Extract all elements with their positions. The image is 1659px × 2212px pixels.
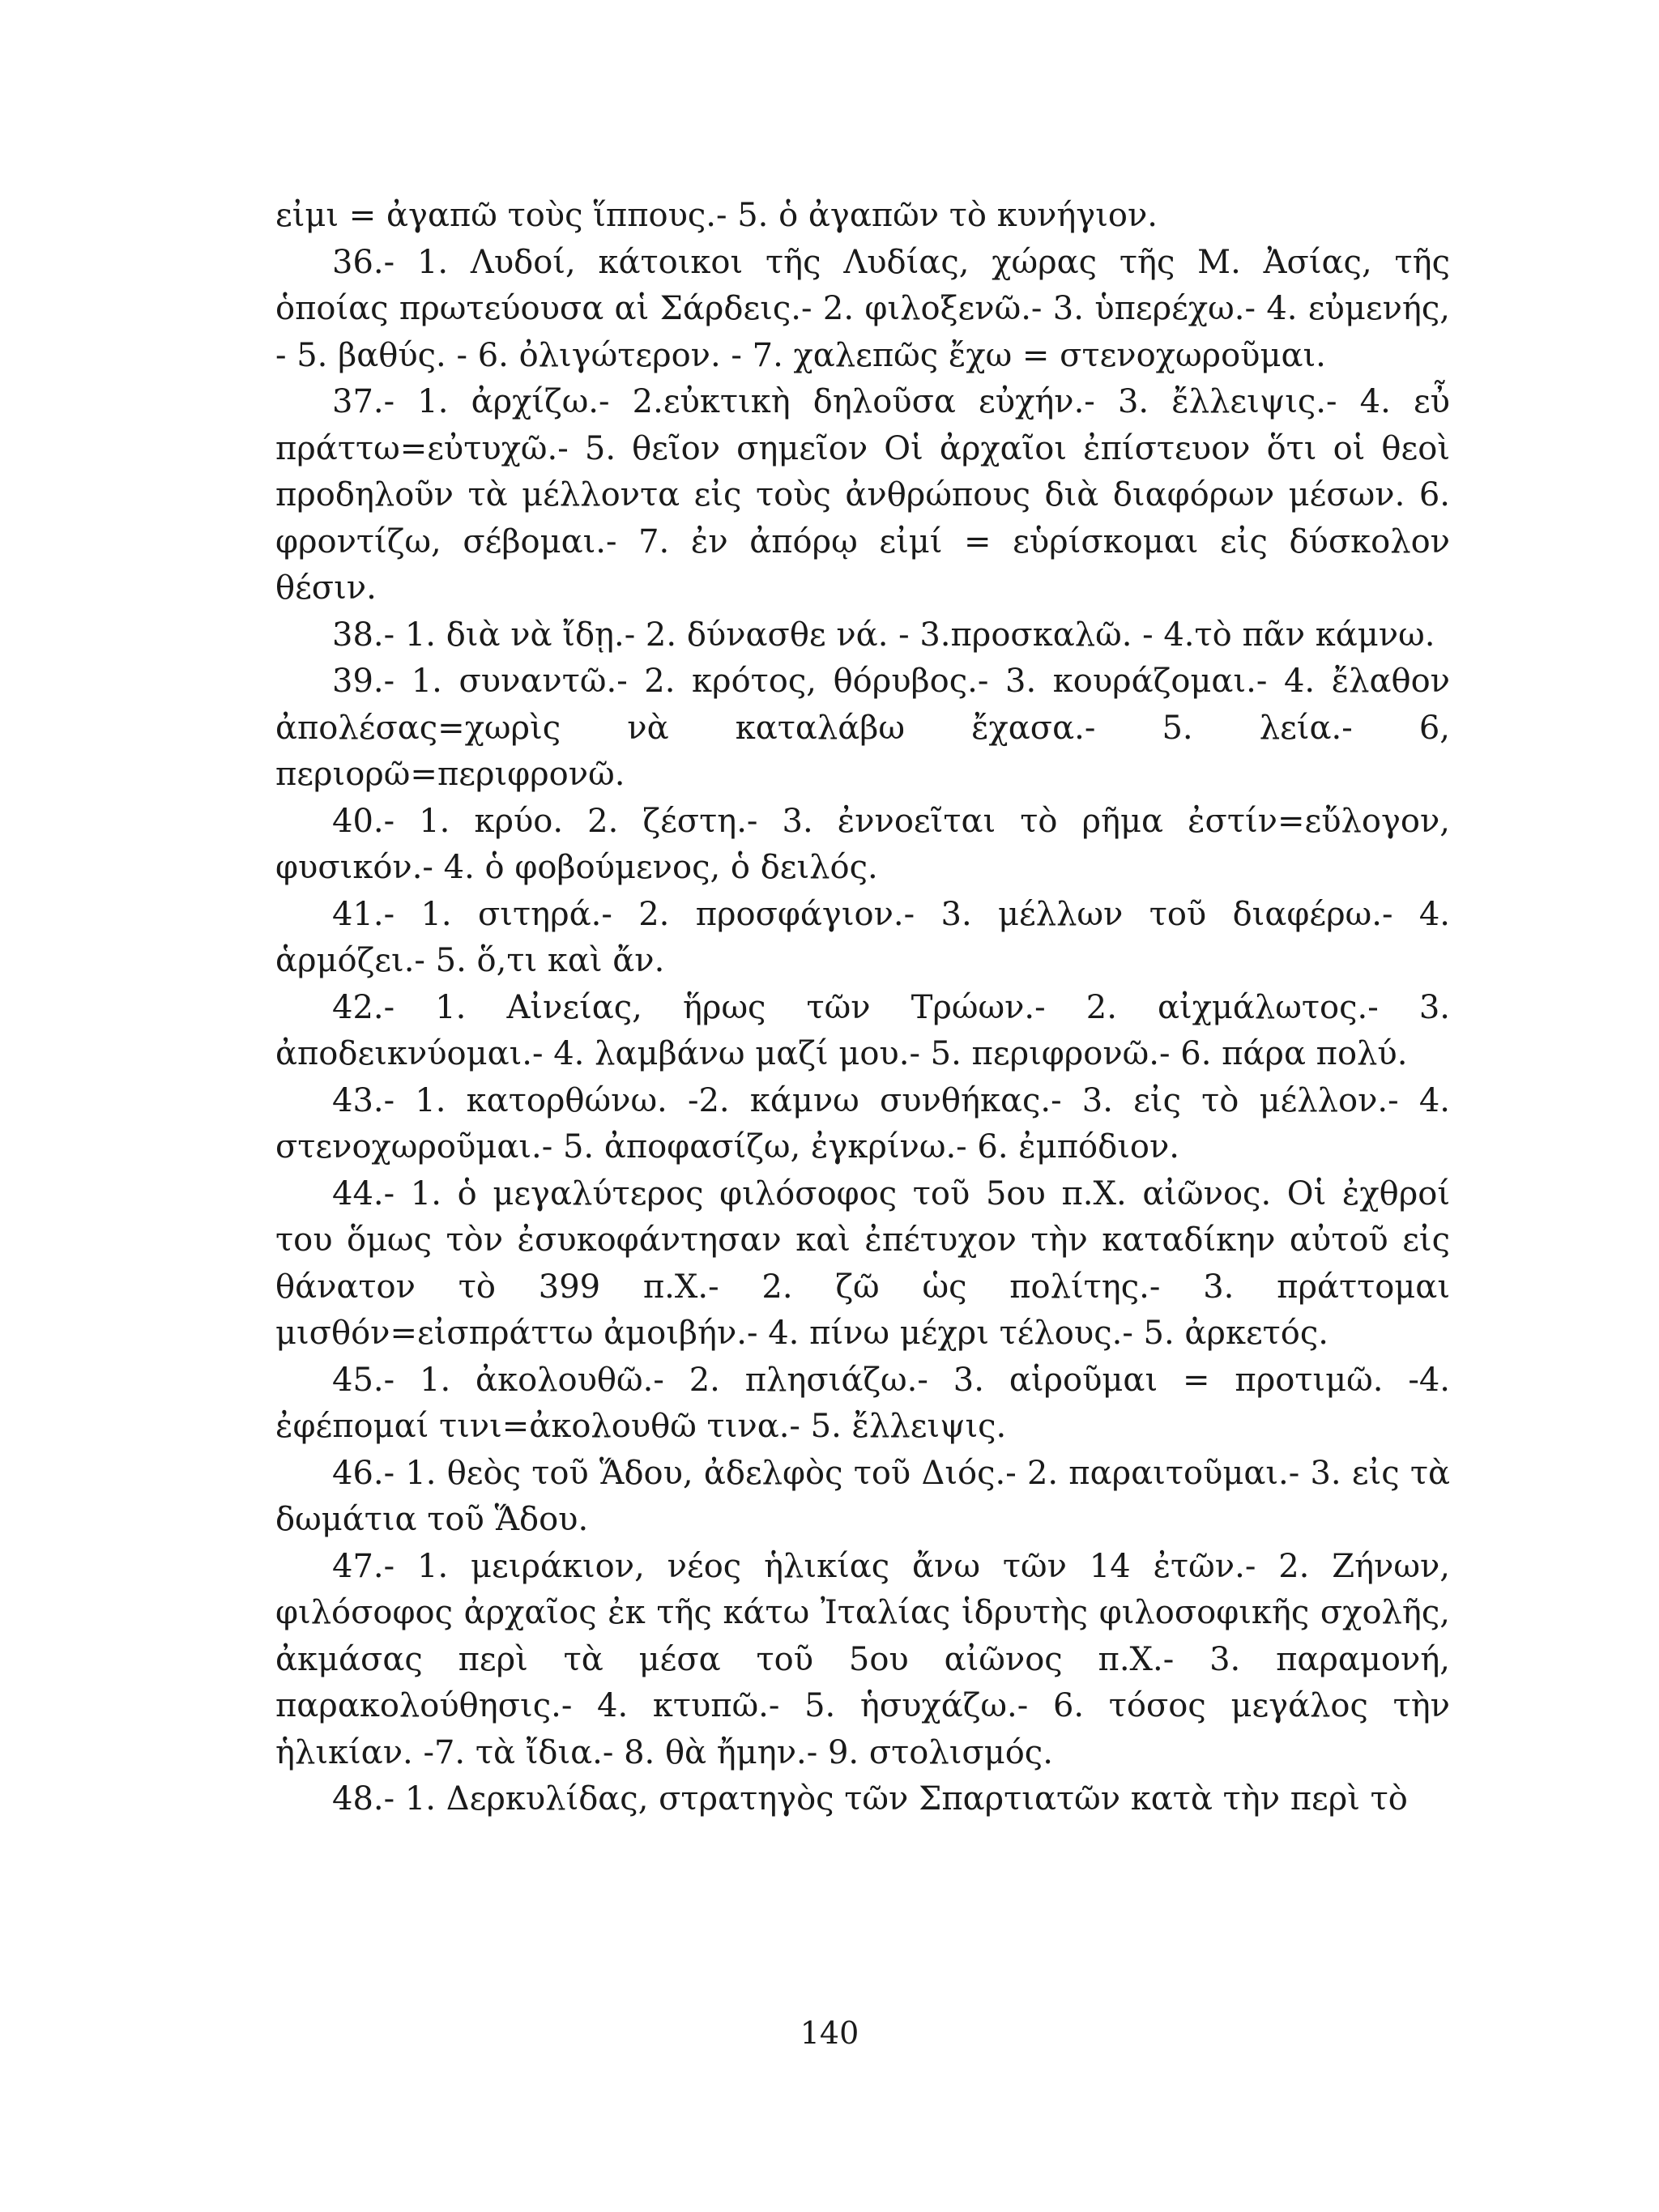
paragraph-entry-38: 38.- 1. διὰ νὰ ἴδῃ.- 2. δύνασθε νά. - 3.προσκαλῶ. - 4.τὸ πᾶν κάμνω. [332, 616, 1435, 654]
paragraph-entry-40: 40.- 1. κρύο. 2. ζέστη.- 3. ἐννοεῖται τὸ ρῆμα ἐστίν=εὔλογον, φυσικόν.- 4. ὁ φοβούμενος, ὁ δειλός. [275, 802, 1450, 886]
body-text [275, 193, 1450, 1823]
paragraph-entry-45: 45.- 1. ἀκολουθῶ.- 2. πλησιάζω.- 3. αἱροῦμαι = προτιμῶ. -4. ἐφέπομαί τινι=ἀκολουθῶ τινα.- 5. ἔλλειψις. [275, 1361, 1450, 1445]
paragraph-entry-43: 43.- 1. κατορθώνω. -2. κάμνω συνθήκας.- 3. εἰς τὸ μέλλον.- 4. στενοχωροῦμαι.- 5. ἀποφασίζω, ἐγκρίνω.- 6. ἐμπόδιον. [275, 1081, 1450, 1166]
paragraph-entry-42: 42.- 1. Αἰνείας, ἥρως τῶν Τρώων.- 2. αἰχμάλωτος.- 3. ἀποδεικνύομαι.- 4. λαμβάνω μαζί μου.- 5. περιφρονῶ.- 6. πάρα πολύ. [275, 988, 1450, 1072]
page-number: 140 [800, 2015, 859, 2051]
paragraph-entry-48: 48.- 1. Δερκυλίδας, στρατηγὸς τῶν Σπαρτιατῶν κατὰ τὴν περὶ τὸ [332, 1780, 1408, 1818]
paragraph-entry-41: 41.- 1. σιτηρά.- 2. προσφάγιον.- 3. μέλλων τοῦ διαφέρω.- 4. ἁρμόζει.- 5. ὅ,τι καὶ ἄν. [275, 895, 1450, 979]
paragraph-entry-44: 44.- 1. ὁ μεγαλύτερος φιλόσοφος τοῦ 5ου π.Χ. αἰῶνος. Οἱ ἐχθροί του ὅμως τὸν ἐσυκοφάντησαν καὶ ἐπέτυχον τὴν καταδίκην αὐτοῦ εἰς θάνατον τὸ 399 π.Χ.- 2. ζῶ ὡς πολίτης.- 3. πράττομαι μισθόν=εἰσπράττω ἀμοιβήν.- 4. πίνω μέχρι τέλους.- 5. ἀρκετός. [275, 1174, 1450, 1352]
paragraph-continuation: εἰμι = ἀγαπῶ τοὺς ἵππους.- 5. ὁ ἀγαπῶν τὸ κυνήγιον. [275, 197, 1158, 234]
paragraph-entry-47: 47.- 1. μειράκιον, νέος ἡλικίας ἄνω τῶν 14 ἐτῶν.- 2. Ζήνων, φιλόσοφος ἀρχαῖος ἐκ τῆς κάτω Ἰταλίας ἱδρυτὴς φιλοσοφικῆς σχολῆς, ἀκμάσας περὶ τὰ μέσα τοῦ 5ου αἰῶνος π.Χ.- 3. παραμονή, παρακολούθησις.- 4. κτυπῶ.- 5. ἡσυχάζω.- 6. τόσος μεγάλος τὴν ἡλικίαν. -7. τὰ ἴδια.- 8. θὰ ἤμην.- 9. στολισμός. [275, 1547, 1450, 1771]
paragraph-entry-46: 46.- 1. θεὸς τοῦ Ἅδου, ἀδελφὸς τοῦ Διός.- 2. παραιτοῦμαι.- 3. εἰς τὰ δωμάτια τοῦ Ἅδου. [275, 1454, 1450, 1538]
paragraph-entry-36: 36.- 1. Λυδοί, κάτοικοι τῆς Λυδίας, χώρας τῆς Μ. Ἀσίας, τῆς ὁποίας πρωτεύουσα αἱ Σάρδεις.- 2. φιλοξενῶ.- 3. ὑπερέχω.- 4. εὐμενής, - 5. βαθύς. - 6. ὀλιγώτερον. - 7. χαλεπῶς ἔχω = στενοχωροῦμαι. [275, 243, 1450, 374]
paragraph-entry-37: 37.- 1. ἀρχίζω.- 2.εὐκτικὴ δηλοῦσα εὐχήν.- 3. ἔλλειψις.- 4. εὖ πράττω=εὐτυχῶ.- 5. θεῖον σημεῖον Οἱ ἀρχαῖοι ἐπίστευον ὅτι οἱ θεοὶ προδηλοῦν τὰ μέλλοντα εἰς τοὺς ἀνθρώπους διὰ διαφόρων μέσων. 6. φροντίζω, σέβομαι.- 7. ἐν ἀπόρῳ εἰμί = εὑρίσκομαι εἰς δύσκολον θέσιν. [275, 383, 1450, 607]
paragraph-entry-39: 39.- 1. συναντῶ.- 2. κρότος, θόρυβος.- 3. κουράζομαι.- 4. ἔλαθον ἀπολέσας=χωρὶς νὰ καταλάβω ἔχασα.- 5. λεία.- 6, περιορῶ=περιφρονῶ. [275, 663, 1450, 793]
